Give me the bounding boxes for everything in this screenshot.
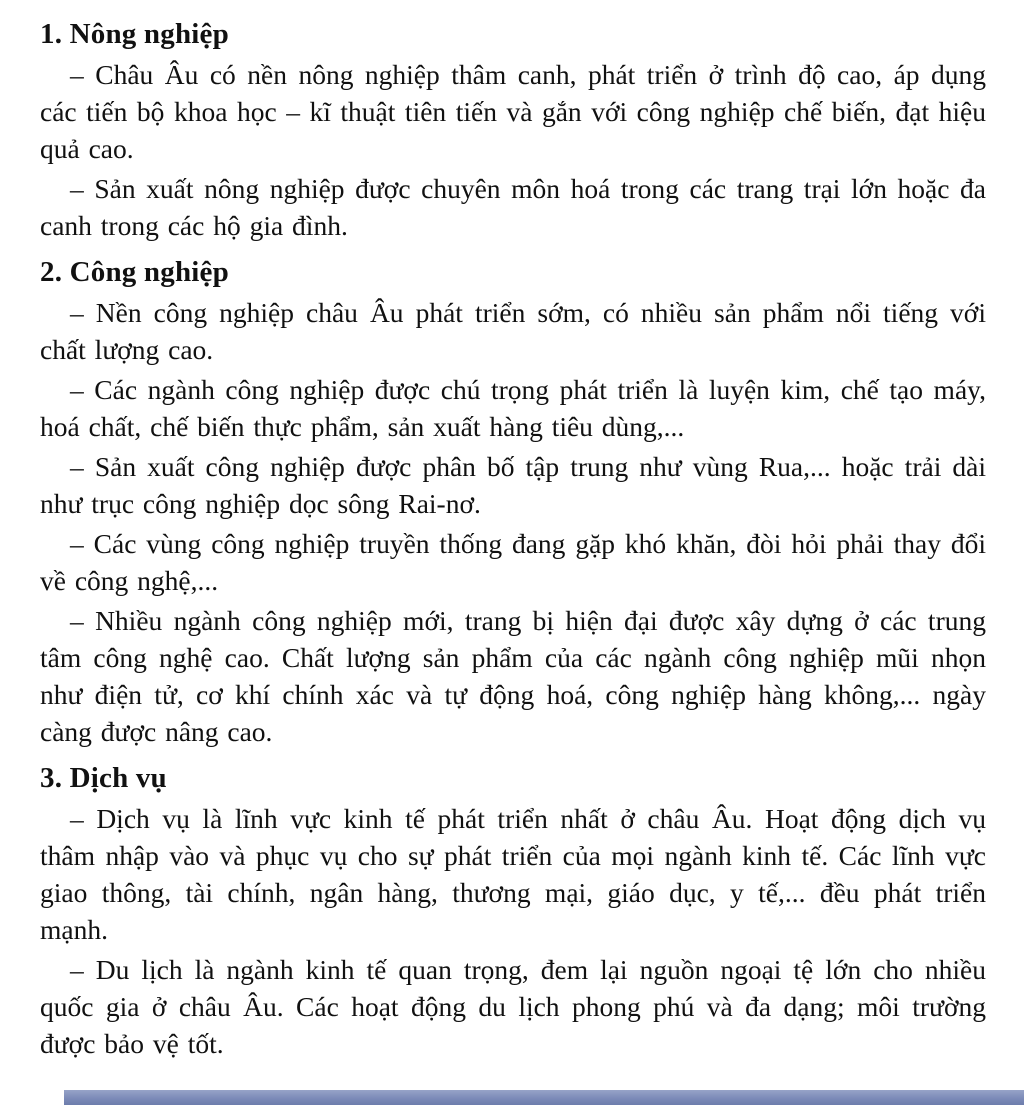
section-heading-nong-nghiep: 1. Nông nghiệp [40,18,229,50]
section-nong-nghiep [40,15,986,244]
paragraph: – Sản xuất nông nghiệp được chuyên môn hoá trong các trang trại lớn hoặc đa canh trong các hộ gia đình. [40,173,986,241]
section-cong-nghiep [40,253,986,750]
paragraph: – Du lịch là ngành kinh tế quan trọng, đem lại nguồn ngoại tệ lớn cho nhiều quốc gia ở châu Âu. Các hoạt động du lịch phong phú và đa dạng; môi trường được bảo vệ tốt. [40,954,986,1059]
section-heading-cong-nghiep: 2. Công nghiệp [40,256,229,288]
bottom-toolbar-edge [64,1090,1024,1105]
paragraph: – Dịch vụ là lĩnh vực kinh tế phát triển nhất ở châu Âu. Hoạt động dịch vụ thâm nhập vào và phục vụ cho sự phát triển của mọi ngành kinh tế. Các lĩnh vực giao thông, tài chính, ngân hàng, thương mại, giáo dục, y tế,... đều phát triển mạnh. [40,803,986,945]
paragraph: – Các vùng công nghiệp truyền thống đang gặp khó khăn, đòi hỏi phải thay đổi về công nghệ,... [40,528,986,596]
paragraph: – Châu Âu có nền nông nghiệp thâm canh, phát triển ở trình độ cao, áp dụng các tiến bộ khoa học – kĩ thuật tiên tiến và gắn với công nghiệp chế biến, đạt hiệu quả cao. [40,59,986,164]
paragraph: – Sản xuất công nghiệp được phân bố tập trung như vùng Rua,... hoặc trải dài như trục công nghiệp dọc sông Rai-nơ. [40,451,986,519]
section-dich-vu [40,759,986,1062]
paragraph: – Nền công nghiệp châu Âu phát triển sớm, có nhiều sản phẩm nổi tiếng với chất lượng cao. [40,297,986,365]
section-heading-dich-vu: 3. Dịch vụ [40,762,167,794]
paragraph: – Các ngành công nghiệp được chú trọng phát triển là luyện kim, chế tạo máy, hoá chất, chế biến thực phẩm, sản xuất hàng tiêu dùng,... [40,374,986,442]
paragraph: – Nhiều ngành công nghiệp mới, trang bị hiện đại được xây dựng ở các trung tâm công nghệ cao. Chất lượng sản phẩm của các ngành công nghiệp mũi nhọn như điện tử, cơ khí chính xác và tự động hoá, công nghiệp hàng không,... ngày càng được nâng cao. [40,605,986,747]
